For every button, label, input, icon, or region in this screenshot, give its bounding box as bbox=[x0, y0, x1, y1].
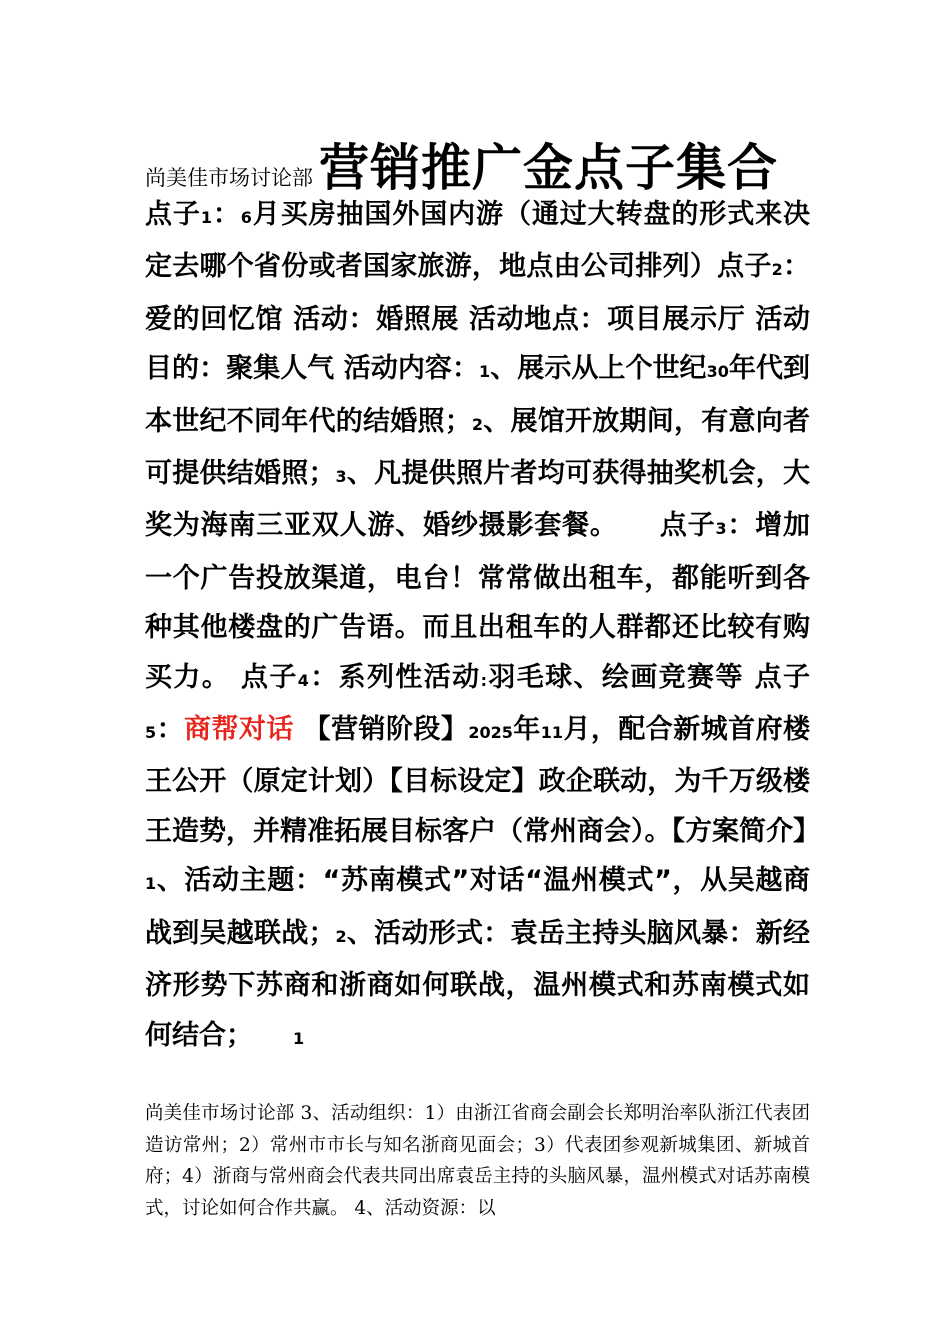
continued-text: 尚美佳市场讨论部 3、活动组织：1）由浙江省商会副会长郑明治率队浙江代表团造访常州；2）常州市市长与知名浙商见面会；3）代表团参观新城集团、新城首府；4）浙商与常州商会代表共同出席袁岳主持的头脑风暴，温州模式对话苏南模式，讨论如何合作共赢。 4、活动资源：以 bbox=[145, 1103, 810, 1219]
list-number: 1 bbox=[479, 362, 491, 382]
idea-number: 1 bbox=[200, 208, 212, 227]
text-segment: ：增加一个广告投放渠道，电台！常常做出租车，都能听到各种其他楼盘的广告语。而且出租车的人群都还比较有购买力。 点子 bbox=[145, 510, 811, 693]
highlight-text: 商帮对话 bbox=[184, 714, 294, 746]
number: 6 bbox=[240, 208, 252, 227]
text-segment: 羽毛球、绘画竞赛等 点子 bbox=[486, 661, 810, 693]
list-number: 1 bbox=[145, 874, 157, 894]
text-segment: 、展示从上个世纪 bbox=[490, 353, 707, 385]
idea-number: 2 bbox=[771, 260, 783, 280]
idea-number: 5 bbox=[145, 723, 157, 743]
text-segment: ：系列性活动 bbox=[308, 661, 481, 693]
text-segment: 月，配合新城首府楼王公开（原定计划）【目标设定】政企联动，为千万级楼王造势，并精准拓展目标客户（常州商会）。【方案简介】 bbox=[145, 714, 820, 847]
text-segment: ： bbox=[156, 714, 185, 746]
idea-number: 3 bbox=[715, 519, 727, 539]
department-label: 尚美佳市场讨论部 bbox=[145, 166, 313, 190]
month: 11 bbox=[540, 723, 564, 743]
text-segment: 、活动形式：袁岳主持头脑风暴：新经济形势下苏商和浙商如何联战，温州模式和苏南模式如何结合； bbox=[145, 917, 811, 1051]
text-segment: 、凡提供照片者均可获得抽奖机会，大奖为海南三亚双人游、婚纱摄影套餐。 点子 bbox=[145, 458, 811, 542]
main-body-text bbox=[145, 190, 820, 1063]
idea-number: 4 bbox=[297, 670, 309, 690]
text-segment: ： bbox=[211, 199, 241, 230]
text-segment: : bbox=[480, 670, 487, 690]
text-segment: 年代到本世纪不同年代的结婚照； bbox=[145, 353, 811, 437]
text-segment: 年 bbox=[512, 714, 541, 746]
text-segment: ：爱的回忆馆 活动：婚照展 活动地点：项目展示厅 活动目的：聚集人气 活动内容： bbox=[145, 251, 811, 385]
list-number: 3 bbox=[335, 467, 347, 487]
list-number: 2 bbox=[471, 414, 483, 434]
page-title: 营销推广金点子集合 bbox=[319, 139, 778, 197]
number: 30 bbox=[706, 362, 729, 382]
page-number: 1 bbox=[293, 1028, 305, 1048]
text-segment: 月买房抽国外国内游（通过大转盘的形式来决定去哪个省份或者国家旅游，地点由公司排列）点子 bbox=[145, 199, 811, 283]
text-segment: 、活动主题：“苏南模式”对话“温州模式”，从吴越商战到吴越联战； bbox=[145, 865, 810, 949]
text-segment: 、展馆开放期间，有意向者可提供结婚照； bbox=[145, 405, 811, 490]
list-number: 2 bbox=[335, 926, 347, 946]
text-segment: 【营销阶段】 bbox=[293, 714, 469, 746]
text-segment: 点子 bbox=[145, 199, 201, 230]
year: 2025 bbox=[468, 723, 513, 743]
